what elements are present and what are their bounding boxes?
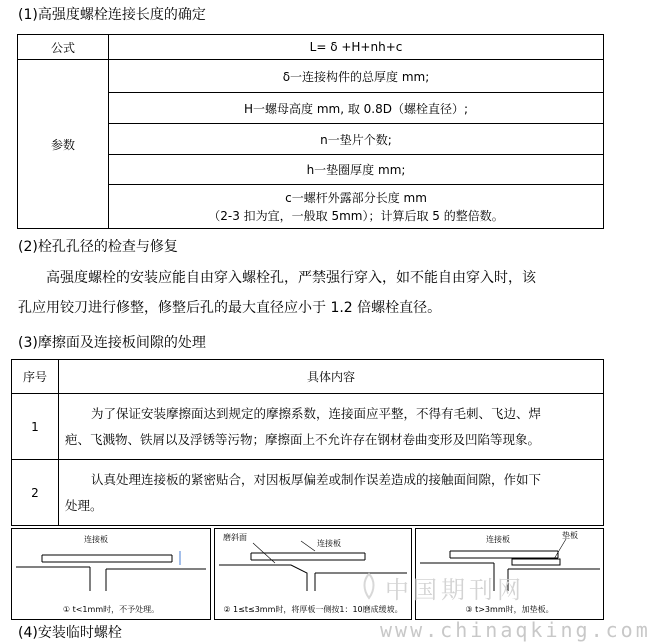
row-content — [59, 460, 604, 526]
bolt-length-table — [17, 34, 604, 229]
figure-case-2 — [214, 528, 412, 620]
param-n: n一垫片个数; — [109, 124, 604, 155]
figure-case-1-label: 连接板 — [84, 535, 108, 544]
section1-heading: (1)高强度螺栓连接长度的确定 — [18, 7, 206, 23]
param-c — [109, 185, 604, 229]
param-c-note: （2-3 扣为宜，一般取 5mm）；计算后取 5 的整倍数。 — [208, 208, 504, 223]
watermark-url: www.chinaqking.com — [380, 618, 651, 642]
row-content-line2: 疤、飞溅物、铁屑以及浮锈等污物；摩擦面上不允许存在钢材卷曲变形及凹陷等现象。 — [65, 431, 541, 447]
figure-case-3-label-b: 垫板 — [562, 531, 578, 540]
section2-paragraph-line2: 孔应用铰刀进行修整，修整后孔的最大直径应小于 1.2 倍螺栓直径。 — [18, 300, 442, 316]
watermark-logo-icon — [360, 572, 378, 600]
watermark-text: 中国期刊网 — [385, 576, 525, 604]
row-content-line2: 处理。 — [65, 497, 103, 513]
section2-heading: (2)栓孔孔径的检查与修复 — [18, 239, 178, 255]
param-h-nut: H一螺母高度 mm, 取 0.8D（螺栓直径）; — [109, 93, 604, 124]
section3-heading: (3)摩擦面及连接板间隙的处理 — [18, 335, 206, 351]
param-delta: δ一连接构件的总厚度 mm; — [109, 60, 604, 93]
formula-value: L= δ +H+nh+c — [109, 35, 604, 60]
param-h-washer: h一垫圈厚度 mm; — [109, 155, 604, 185]
table-row — [12, 460, 604, 526]
section2-paragraph-line1: 高强度螺栓的安装应能自由穿入螺栓孔，严禁强行穿入，如不能自由穿入时，该 — [46, 270, 536, 286]
figure-case-2-caption: ② 1≤t≤3mm时，将厚板一侧按1：10磨成缓坡。 — [223, 605, 403, 614]
row-no: 2 — [12, 460, 59, 526]
row-no: 1 — [12, 394, 59, 460]
row-content-line1: 认真处理连接板的紧密贴合，对因板厚偏差或制作误差造成的接触面间隙，作如下 — [91, 471, 542, 487]
figure-case-3-label-a: 连接板 — [486, 535, 510, 544]
figure-case-3-caption: ③ t>3mm时，加垫板。 — [465, 605, 554, 614]
figure-case-2-label-a: 磨斜面 — [223, 533, 247, 542]
param-c-text: c一螺杆外露部分长度 mm — [285, 190, 427, 205]
col-content-header: 具体内容 — [59, 360, 604, 394]
col-no-header: 序号 — [12, 360, 59, 394]
formula-label: 公式 — [18, 35, 109, 60]
figure-case-1 — [11, 528, 211, 620]
figure-case-2-label-b: 连接板 — [317, 539, 341, 548]
row-content — [59, 394, 604, 460]
row-content-line1: 为了保证安装摩擦面达到规定的摩擦系数，连接面应平整，不得有毛刺、飞边、焊 — [91, 405, 542, 421]
friction-surface-table — [11, 359, 604, 526]
table-row — [12, 394, 604, 460]
figure-case-1-caption: ① t<1mm时，不予处理。 — [62, 605, 160, 614]
params-label: 参数 — [18, 60, 109, 229]
section4-heading: (4)安装临时螺栓 — [18, 625, 122, 641]
